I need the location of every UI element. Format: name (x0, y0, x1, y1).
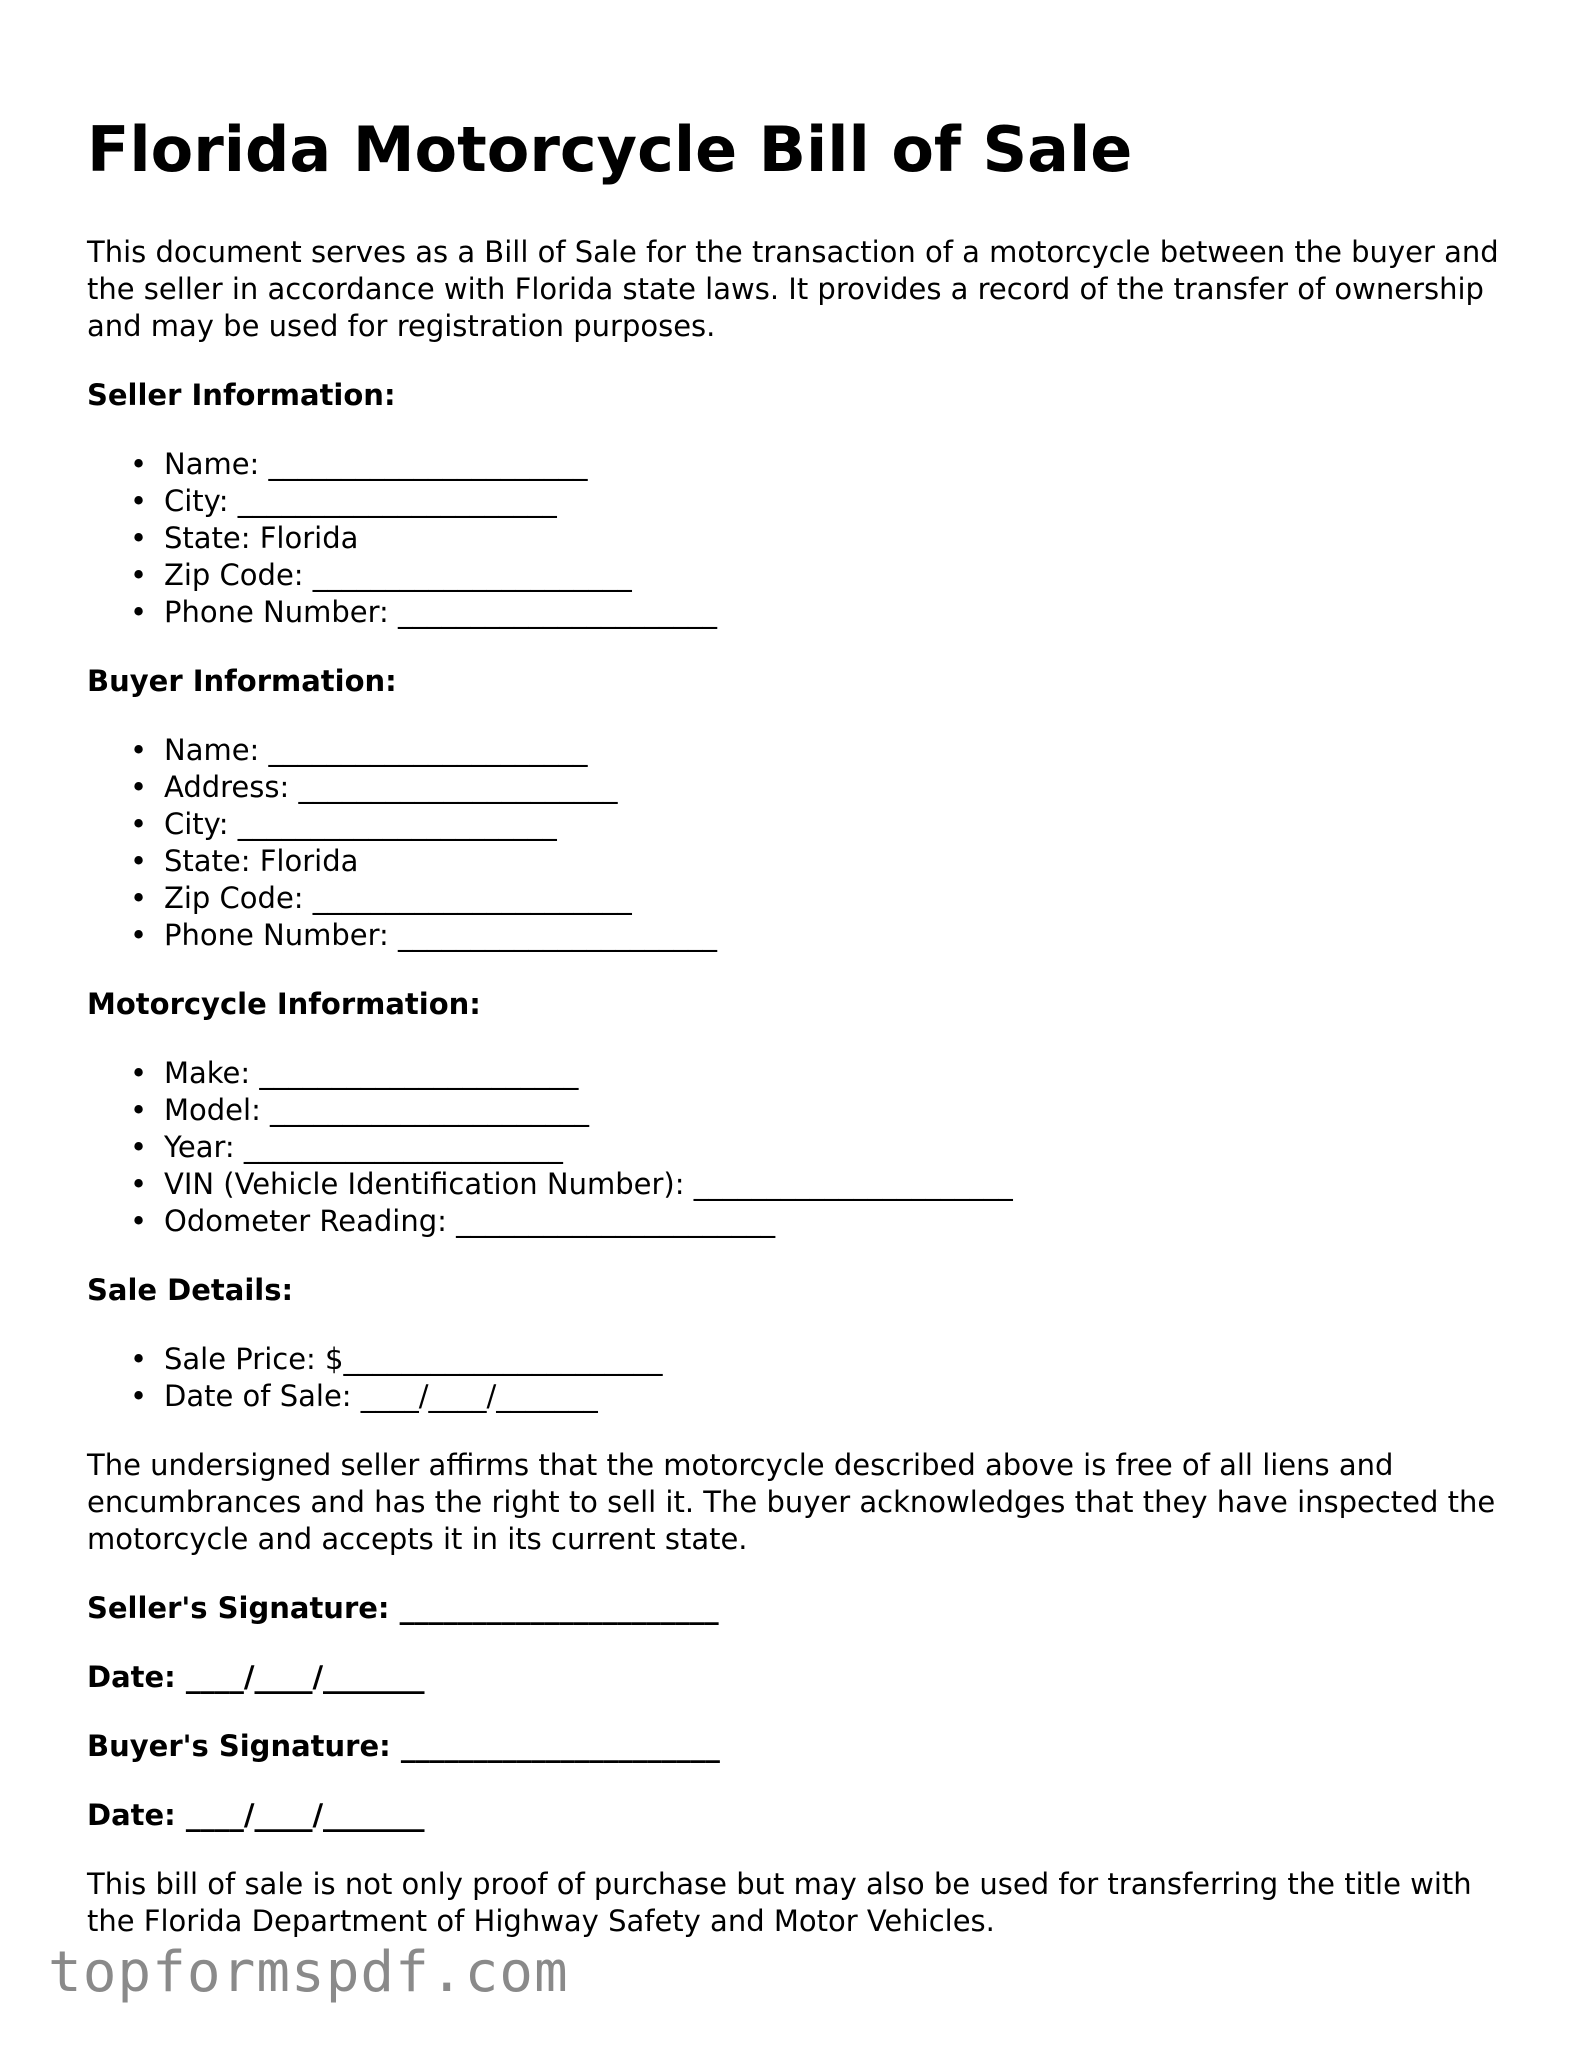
buyer-date-line: Date: ____/____/_______ (87, 1798, 425, 1832)
sale-fields-list (87, 1341, 1507, 1415)
seller-phone-field: • Phone Number: ______________________ (130, 595, 718, 629)
document-title: Florida Motorcycle Bill of Sale (87, 113, 1133, 186)
motorcycle-vin-field: • VIN (Vehicle Identification Number): ______________________ (130, 1167, 1013, 1201)
buyer-name-field: • Name: ______________________ (130, 733, 588, 767)
seller-signature-line: Seller's Signature: ______________________ (87, 1591, 719, 1625)
closing-paragraph: This bill of sale is not only proof of purchase but may also be used for transferring the title with the Florida Department of Highway Safety and Motor Vehicles. (87, 1867, 1472, 1938)
buyer-signature-line: Buyer's Signature: ______________________ (87, 1729, 720, 1763)
seller-name-field: • Name: ______________________ (130, 447, 588, 481)
motorcycle-odometer-field: • Odometer Reading: ______________________ (130, 1204, 776, 1238)
buyer-section-heading: Buyer Information: (87, 664, 397, 698)
seller-state-field: • State: Florida (130, 521, 359, 555)
sale-section-heading: Sale Details: (87, 1273, 294, 1307)
buyer-city-field: • City: ______________________ (130, 807, 557, 841)
watermark-text: topformspdf.com (48, 1940, 569, 2005)
motorcycle-model-field: • Model: ______________________ (130, 1093, 590, 1127)
seller-section-heading: Seller Information: (87, 378, 396, 412)
buyer-address-field: • Address: ______________________ (130, 770, 618, 804)
seller-date-line: Date: ____/____/_______ (87, 1660, 425, 1694)
affirmation-paragraph: The undersigned seller affirms that the motorcycle described above is free of all liens and encumbrances and has the right to sell it. The buyer acknowledges that they have inspected the motorcycle and accepts it in its current state. (87, 1448, 1496, 1556)
motorcycle-fields-list (87, 1055, 1507, 1240)
seller-fields-list (87, 446, 1507, 631)
sale-price-field: • Sale Price: $______________________ (130, 1342, 663, 1376)
seller-zip-field: • Zip Code: ______________________ (130, 558, 632, 592)
buyer-zip-field: • Zip Code: ______________________ (130, 881, 632, 915)
sale-date-field: • Date of Sale: ____/____/_______ (130, 1379, 598, 1413)
motorcycle-year-field: • Year: ______________________ (130, 1130, 563, 1164)
bill-of-sale-document (87, 108, 1507, 1972)
motorcycle-section-heading: Motorcycle Information: (87, 987, 481, 1021)
seller-city-field: • City: ______________________ (130, 484, 557, 518)
motorcycle-make-field: • Make: ______________________ (130, 1056, 579, 1090)
buyer-fields-list (87, 732, 1507, 954)
buyer-phone-field: • Phone Number: ______________________ (130, 918, 718, 952)
buyer-state-field: • State: Florida (130, 844, 359, 878)
intro-paragraph: This document serves as a Bill of Sale for the transaction of a motorcycle between the buyer and the seller in accordance with Florida state laws. It provides a record of the transfer of ownership and may be used for registration purposes. (87, 235, 1499, 343)
